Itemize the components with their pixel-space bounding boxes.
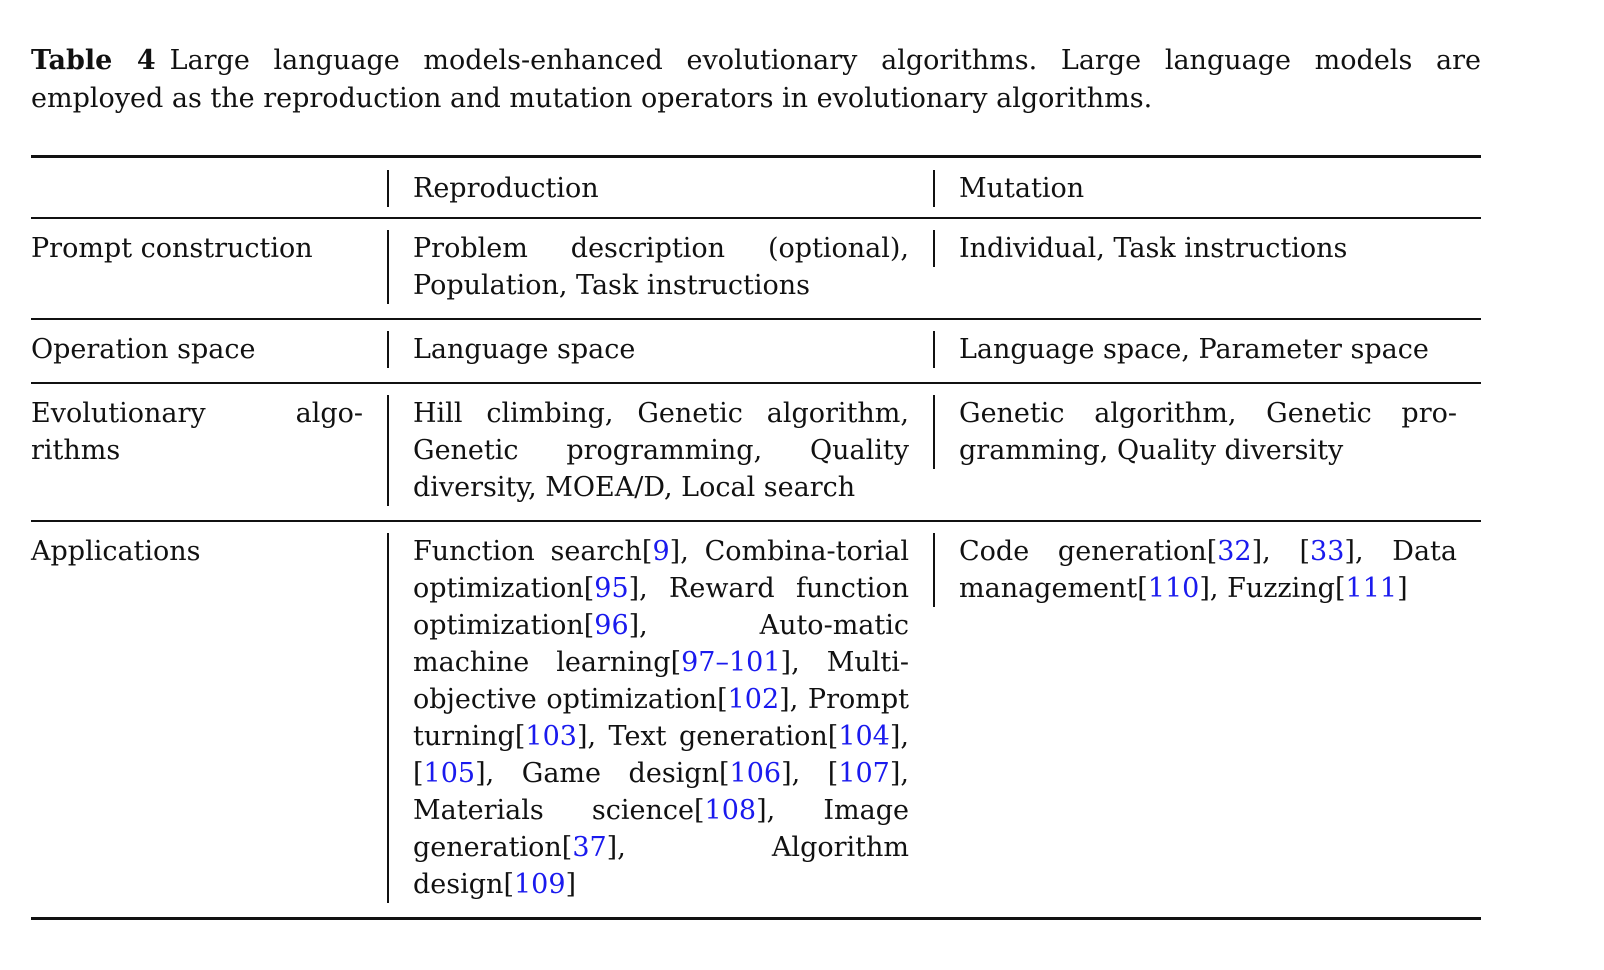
citation-link[interactable]: 111 <box>1345 573 1398 604</box>
reproduction-cell: Language space <box>387 331 933 368</box>
citation-link[interactable]: 107 <box>838 758 890 789</box>
citation-link[interactable]: 32 <box>1217 536 1252 567</box>
table-row <box>31 319 1481 383</box>
table-row <box>31 521 1481 919</box>
row-label: Operation space <box>31 334 256 365</box>
mutation-cell: Individual, Task instructions <box>933 230 1481 267</box>
citation-link[interactable]: 104 <box>838 721 890 752</box>
row-label: Applications <box>31 536 201 567</box>
table-label: Table 4 <box>31 45 156 76</box>
citation-link[interactable]: 33 <box>1310 536 1345 567</box>
row-label: Prompt construction <box>31 233 313 264</box>
citation-link[interactable]: 9 <box>652 536 670 567</box>
table-row <box>31 383 1481 521</box>
citation-link[interactable]: 96 <box>594 610 629 641</box>
citation-link[interactable]: 105 <box>423 758 476 789</box>
citation-link[interactable]: 95 <box>594 573 629 604</box>
citation-link[interactable]: 109 <box>513 869 566 900</box>
header-empty-cell <box>31 170 387 207</box>
reproduction-cell: Hill climbing, Genetic algorithm, Genetic programming, Quality diversity, MOEA/D, Local search <box>387 395 933 506</box>
citation-link[interactable]: 37 <box>572 832 607 863</box>
citation-link[interactable]: 102 <box>727 684 780 715</box>
header-reproduction: Reproduction <box>387 170 933 207</box>
reproduction-cell: Function search[9], Combina-torial optimization[95], Reward function optimization[96], Auto-matic machine learning[97–101], Multi-objective optimization[102], Prompt turning[103], Text generation[104], [105], Game design[106], [107], Materials science[108], Image generation[37], Algorithm design[109] <box>387 533 933 903</box>
mutation-cell: Code generation[32], [33], Data management[110], Fuzzing[111] <box>933 533 1481 607</box>
table-row <box>31 218 1481 319</box>
citation-link[interactable]: 97–101 <box>681 647 781 678</box>
citation-link[interactable]: 103 <box>525 721 577 752</box>
citation-link[interactable]: 108 <box>704 795 757 826</box>
row-label: Evolutionary algo-rithms <box>31 398 363 466</box>
reproduction-cell: Problem description (optional), Population, Task instructions <box>387 230 933 304</box>
table-caption <box>31 42 1481 118</box>
caption-text: Large language models-enhanced evolutionary algorithms. Large language models are employed as the reproduction and mutation operators in evolutionary algorithms. <box>31 45 1481 114</box>
citation-link[interactable]: 106 <box>729 758 782 789</box>
mutation-cell: Genetic algorithm, Genetic pro-gramming, Quality diversity <box>933 395 1481 469</box>
citation-link[interactable]: 110 <box>1147 573 1200 604</box>
header-row <box>31 157 1481 219</box>
header-mutation: Mutation <box>933 170 1481 207</box>
mutation-cell: Language space, Parameter space <box>933 331 1481 368</box>
comparison-table <box>31 155 1481 920</box>
